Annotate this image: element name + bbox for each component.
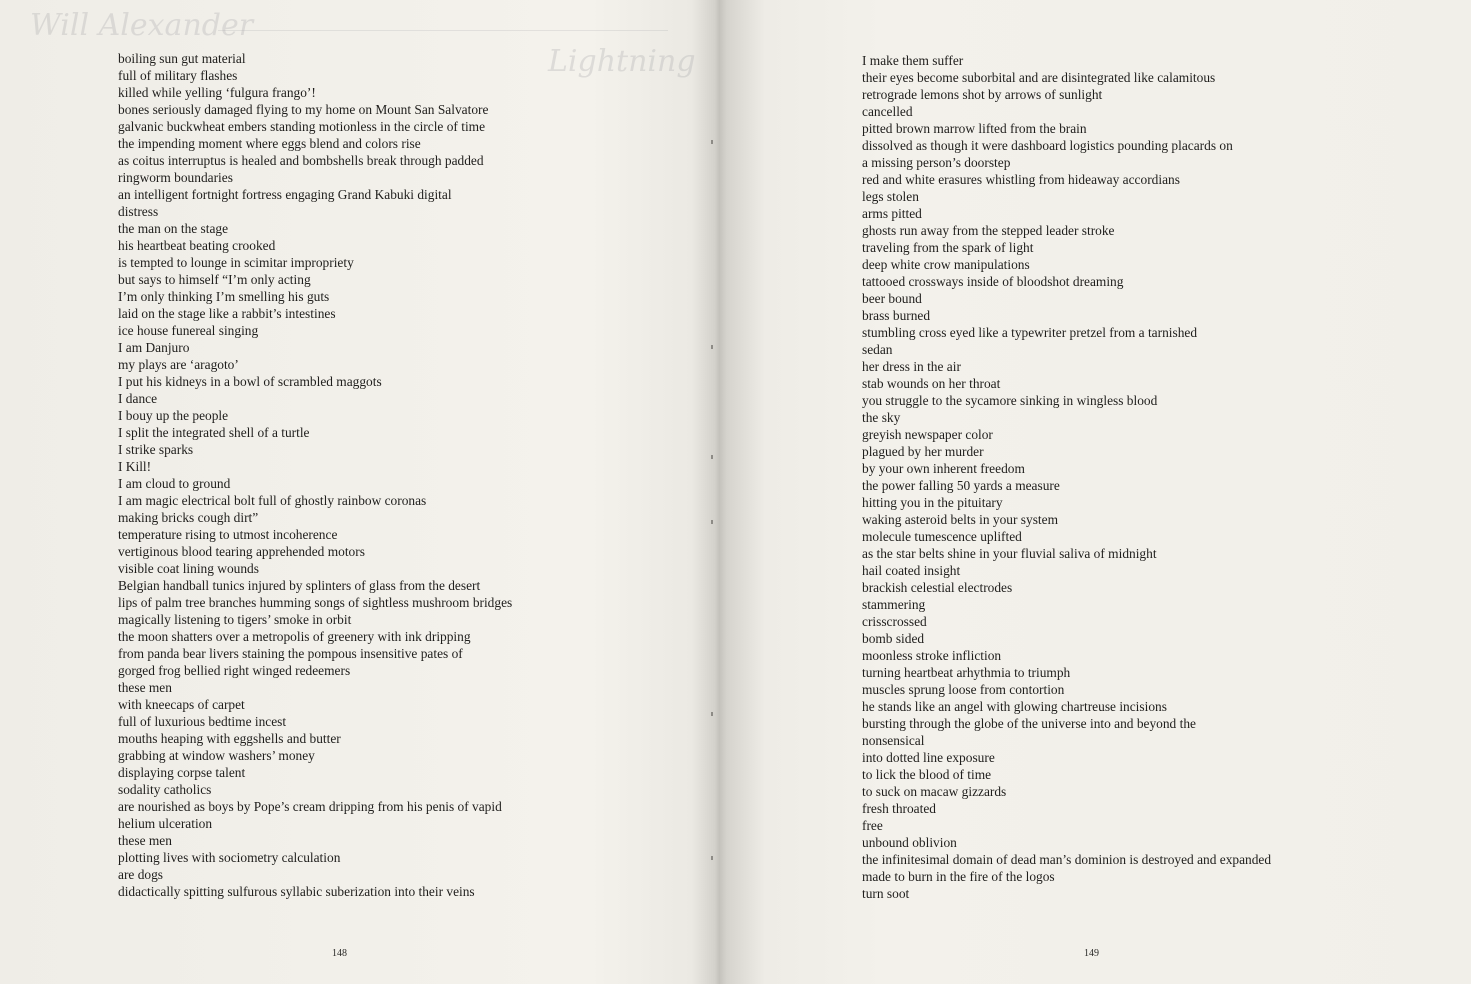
poem-line: are dogs <box>118 867 163 882</box>
poem-line: making bricks cough dirt” <box>118 510 259 525</box>
poem-line: with kneecaps of carpet <box>118 697 245 712</box>
poem-line: the moon shatters over a metropolis of greenery with ink dripping <box>118 629 471 644</box>
poem-line: crisscrossed <box>862 614 927 629</box>
poem-line: the impending moment where eggs blend and colors rise <box>118 136 421 151</box>
poem-line: Belgian handball tunics injured by splinters of glass from the desert <box>118 578 481 593</box>
poem-line: molecule tumescence uplifted <box>862 529 1022 544</box>
poem-line: I am cloud to ground <box>118 476 231 491</box>
poem-line: greyish newspaper color <box>862 427 993 442</box>
poem-line: full of military flashes <box>118 68 238 83</box>
poem-line: full of luxurious bedtime incest <box>118 714 287 729</box>
poem-line: tattooed crossways inside of bloodshot dreaming <box>862 274 1124 289</box>
poem-line: from panda bear livers staining the pompous insensitive pates of <box>118 646 463 661</box>
show-through-author: Will Alexander <box>30 8 254 43</box>
poem-line: the sky <box>862 410 901 425</box>
poem-line: as the star belts shine in your fluvial saliva of midnight <box>862 546 1157 561</box>
poem-line: moonless stroke infliction <box>862 648 1002 663</box>
poem-line: her dress in the air <box>862 359 961 374</box>
poem-line: to lick the blood of time <box>862 767 992 782</box>
poem-line: you struggle to the sycamore sinking in wingless blood <box>862 393 1158 408</box>
poem-line: sodality catholics <box>118 782 212 797</box>
poem-line: made to burn in the fire of the logos <box>862 869 1055 884</box>
poem-line: dissolved as though it were dashboard logistics pounding placards on <box>862 138 1233 153</box>
poem-line: red and white erasures whistling from hideaway accordians <box>862 172 1180 187</box>
poem-line: unbound oblivion <box>862 835 957 850</box>
poem-line: I split the integrated shell of a turtle <box>118 425 310 440</box>
poem-line: I bouy up the people <box>118 408 229 423</box>
poem-line: brackish celestial electrodes <box>862 580 1013 595</box>
poem-line: beer bound <box>862 291 922 306</box>
poem-line: into dotted line exposure <box>862 750 995 765</box>
poem-line: hail coated insight <box>862 563 961 578</box>
poem-line: temperature rising to utmost incoherence <box>118 527 338 542</box>
gutter-stitch <box>711 856 713 860</box>
poem-line: bones seriously damaged flying to my home on Mount San Salvatore <box>118 102 489 117</box>
poem-line: distress <box>118 204 159 219</box>
poem-line: he stands like an angel with glowing chartreuse incisions <box>862 699 1167 714</box>
poem-line: helium ulceration <box>118 816 213 831</box>
poem-line: deep white crow manipulations <box>862 257 1030 272</box>
poem-line: I am magic electrical bolt full of ghostly rainbow coronas <box>118 493 427 508</box>
poem-line: lips of palm tree branches humming songs of sightless mushroom bridges <box>118 595 513 610</box>
poem-line: is tempted to lounge in scimitar impropriety <box>118 255 354 270</box>
poem-line: by your own inherent freedom <box>862 461 1025 476</box>
poem-line: a missing person’s doorstep <box>862 155 1011 170</box>
poem-line: didactically spitting sulfurous syllabic suberization into their veins <box>118 884 475 899</box>
poem-line: I strike sparks <box>118 442 194 457</box>
left-page <box>0 0 716 984</box>
poem-line: an intelligent fortnight fortress engaging Grand Kabuki digital <box>118 187 452 202</box>
poem-line: pitted brown marrow lifted from the brain <box>862 121 1087 136</box>
poem-line: legs stolen <box>862 189 919 204</box>
poem-line: stab wounds on her throat <box>862 376 1001 391</box>
show-through-title: Lightning <box>548 44 696 79</box>
poem-line: boiling sun gut material <box>118 51 246 66</box>
poem-line: displaying corpse talent <box>118 765 246 780</box>
poem-line: the power falling 50 yards a measure <box>862 478 1060 493</box>
poem-line: but says to himself “I’m only acting <box>118 272 311 287</box>
gutter-stitch <box>711 455 713 459</box>
poem-line: ghosts run away from the stepped leader stroke <box>862 223 1115 238</box>
poem-line: stammering <box>862 597 926 612</box>
poem-line: plotting lives with sociometry calculation <box>118 850 341 865</box>
poem-line: galvanic buckwheat embers standing motionless in the circle of time <box>118 119 486 134</box>
poem-line: traveling from the spark of light <box>862 240 1034 255</box>
poem-line: laid on the stage like a rabbit’s intestines <box>118 306 336 321</box>
page-number-right: 149 <box>1084 948 1099 959</box>
poem-line: gorged frog bellied right winged redeemers <box>118 663 351 678</box>
poem-line: stumbling cross eyed like a typewriter pretzel from a tarnished <box>862 325 1198 340</box>
poem-line: his heartbeat beating crooked <box>118 238 276 253</box>
poem-line: these men <box>118 680 172 695</box>
right-poem-text <box>862 52 1271 902</box>
show-through-rule <box>218 30 668 31</box>
poem-line: I make them suffer <box>862 53 964 68</box>
poem-line: as coitus interruptus is healed and bombshells break through padded <box>118 153 484 168</box>
gutter-stitch <box>711 712 713 716</box>
poem-line: muscles sprung loose from contortion <box>862 682 1065 697</box>
poem-line: visible coat lining wounds <box>118 561 259 576</box>
left-poem-text <box>118 50 512 900</box>
gutter-stitch <box>711 520 713 524</box>
gutter-stitch <box>711 140 713 144</box>
poem-line: vertiginous blood tearing apprehended motors <box>118 544 365 559</box>
poem-line: killed while yelling ‘fulgura frango’! <box>118 85 316 100</box>
poem-line: I am Danjuro <box>118 340 190 355</box>
poem-line: fresh throated <box>862 801 936 816</box>
poem-line: turn soot <box>862 886 910 901</box>
poem-line: I Kill! <box>118 459 152 474</box>
poem-line: these men <box>118 833 172 848</box>
poem-line: the infinitesimal domain of dead man’s dominion is destroyed and expanded <box>862 852 1272 867</box>
poem-line: nonsensical <box>862 733 925 748</box>
poem-line: bursting through the globe of the universe into and beyond the <box>862 716 1196 731</box>
gutter-stitch <box>711 345 713 349</box>
right-page <box>716 0 1471 984</box>
poem-line: mouths heaping with eggshells and butter <box>118 731 341 746</box>
poem-line: to suck on macaw gizzards <box>862 784 1007 799</box>
page-number-left: 148 <box>332 948 347 959</box>
poem-line: sedan <box>862 342 893 357</box>
poem-line: ice house funereal singing <box>118 323 259 338</box>
poem-line: plagued by her murder <box>862 444 984 459</box>
poem-line: hitting you in the pituitary <box>862 495 1003 510</box>
poem-line: I’m only thinking I’m smelling his guts <box>118 289 330 304</box>
poem-line: are nourished as boys by Pope’s cream dripping from his penis of vapid <box>118 799 502 814</box>
poem-line: arms pitted <box>862 206 922 221</box>
poem-line: ringworm boundaries <box>118 170 233 185</box>
poem-line: retrograde lemons shot by arrows of sunlight <box>862 87 1103 102</box>
poem-line: I put his kidneys in a bowl of scrambled maggots <box>118 374 382 389</box>
poem-line: magically listening to tigers’ smoke in orbit <box>118 612 352 627</box>
poem-line: cancelled <box>862 104 913 119</box>
poem-line: bomb sided <box>862 631 925 646</box>
poem-line: my plays are ‘aragoto’ <box>118 357 239 372</box>
poem-line: the man on the stage <box>118 221 229 236</box>
poem-line: I dance <box>118 391 158 406</box>
poem-line: brass burned <box>862 308 931 323</box>
poem-line: grabbing at window washers’ money <box>118 748 315 763</box>
poem-line: turning heartbeat arhythmia to triumph <box>862 665 1071 680</box>
poem-line: waking asteroid belts in your system <box>862 512 1058 527</box>
poem-line: their eyes become suborbital and are disintegrated like calamitous <box>862 70 1216 85</box>
poem-line: free <box>862 818 883 833</box>
